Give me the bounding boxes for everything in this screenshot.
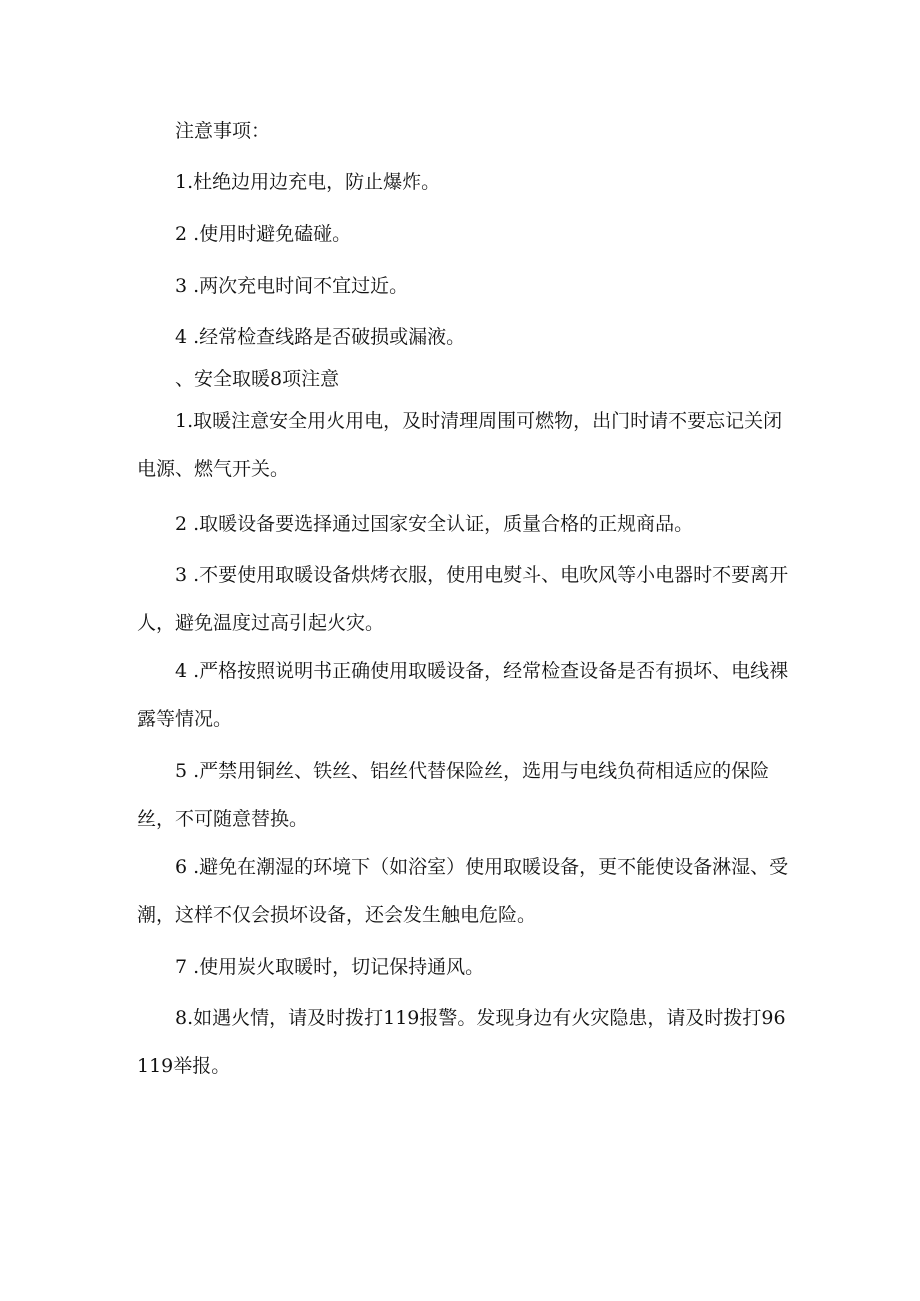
charging-item-4: 4 .经常检查线路是否破损或漏液。	[175, 326, 466, 348]
heating-item-5: 5 .严禁用铜丝、铁丝、铝丝代替保险丝，选用与电线负荷相适应的保险丝，不可随意替换。	[137, 760, 770, 830]
heating-item-8: 8.如遇火情，请及时拨打119报警。发现身边有火灾隐患，请及时拨打96119举报。	[137, 1007, 786, 1077]
heating-item-4: 4 .严格按照说明书正确使用取暖设备，经常检查设备是否有损坏、电线裸露等情况。	[137, 660, 789, 730]
heating-item-3: 3 .不要使用取暖设备烘烤衣服，使用电熨斗、电吹风等小电器时不要离开人，避免温度过高引起火灾。	[137, 564, 789, 634]
heating-section-heading: 、安全取暖8项注意	[175, 368, 340, 390]
heating-item-6: 6 .避免在潮湿的环境下（如浴室）使用取暖设备，更不能使设备淋湿、受潮，这样不仅会损坏设备，还会发生触电危险。	[137, 856, 789, 926]
charging-item-3: 3 .两次充电时间不宜过近。	[175, 275, 409, 297]
heating-item-1: 1.取暖注意安全用火用电，及时清理周围可燃物，出门时请不要忘记关闭电源、燃气开关。	[137, 410, 783, 480]
charging-item-1: 1.杜绝边用边充电，防止爆炸。	[175, 171, 441, 193]
notice-heading: 注意事项：	[175, 120, 271, 142]
heating-item-2: 2 .取暖设备要选择通过国家安全认证，质量合格的正规商品。	[175, 513, 694, 535]
heating-item-7: 7 .使用炭火取暖时，切记保持通风。	[175, 956, 485, 978]
charging-item-2: 2 .使用时避免磕碰。	[175, 223, 352, 245]
